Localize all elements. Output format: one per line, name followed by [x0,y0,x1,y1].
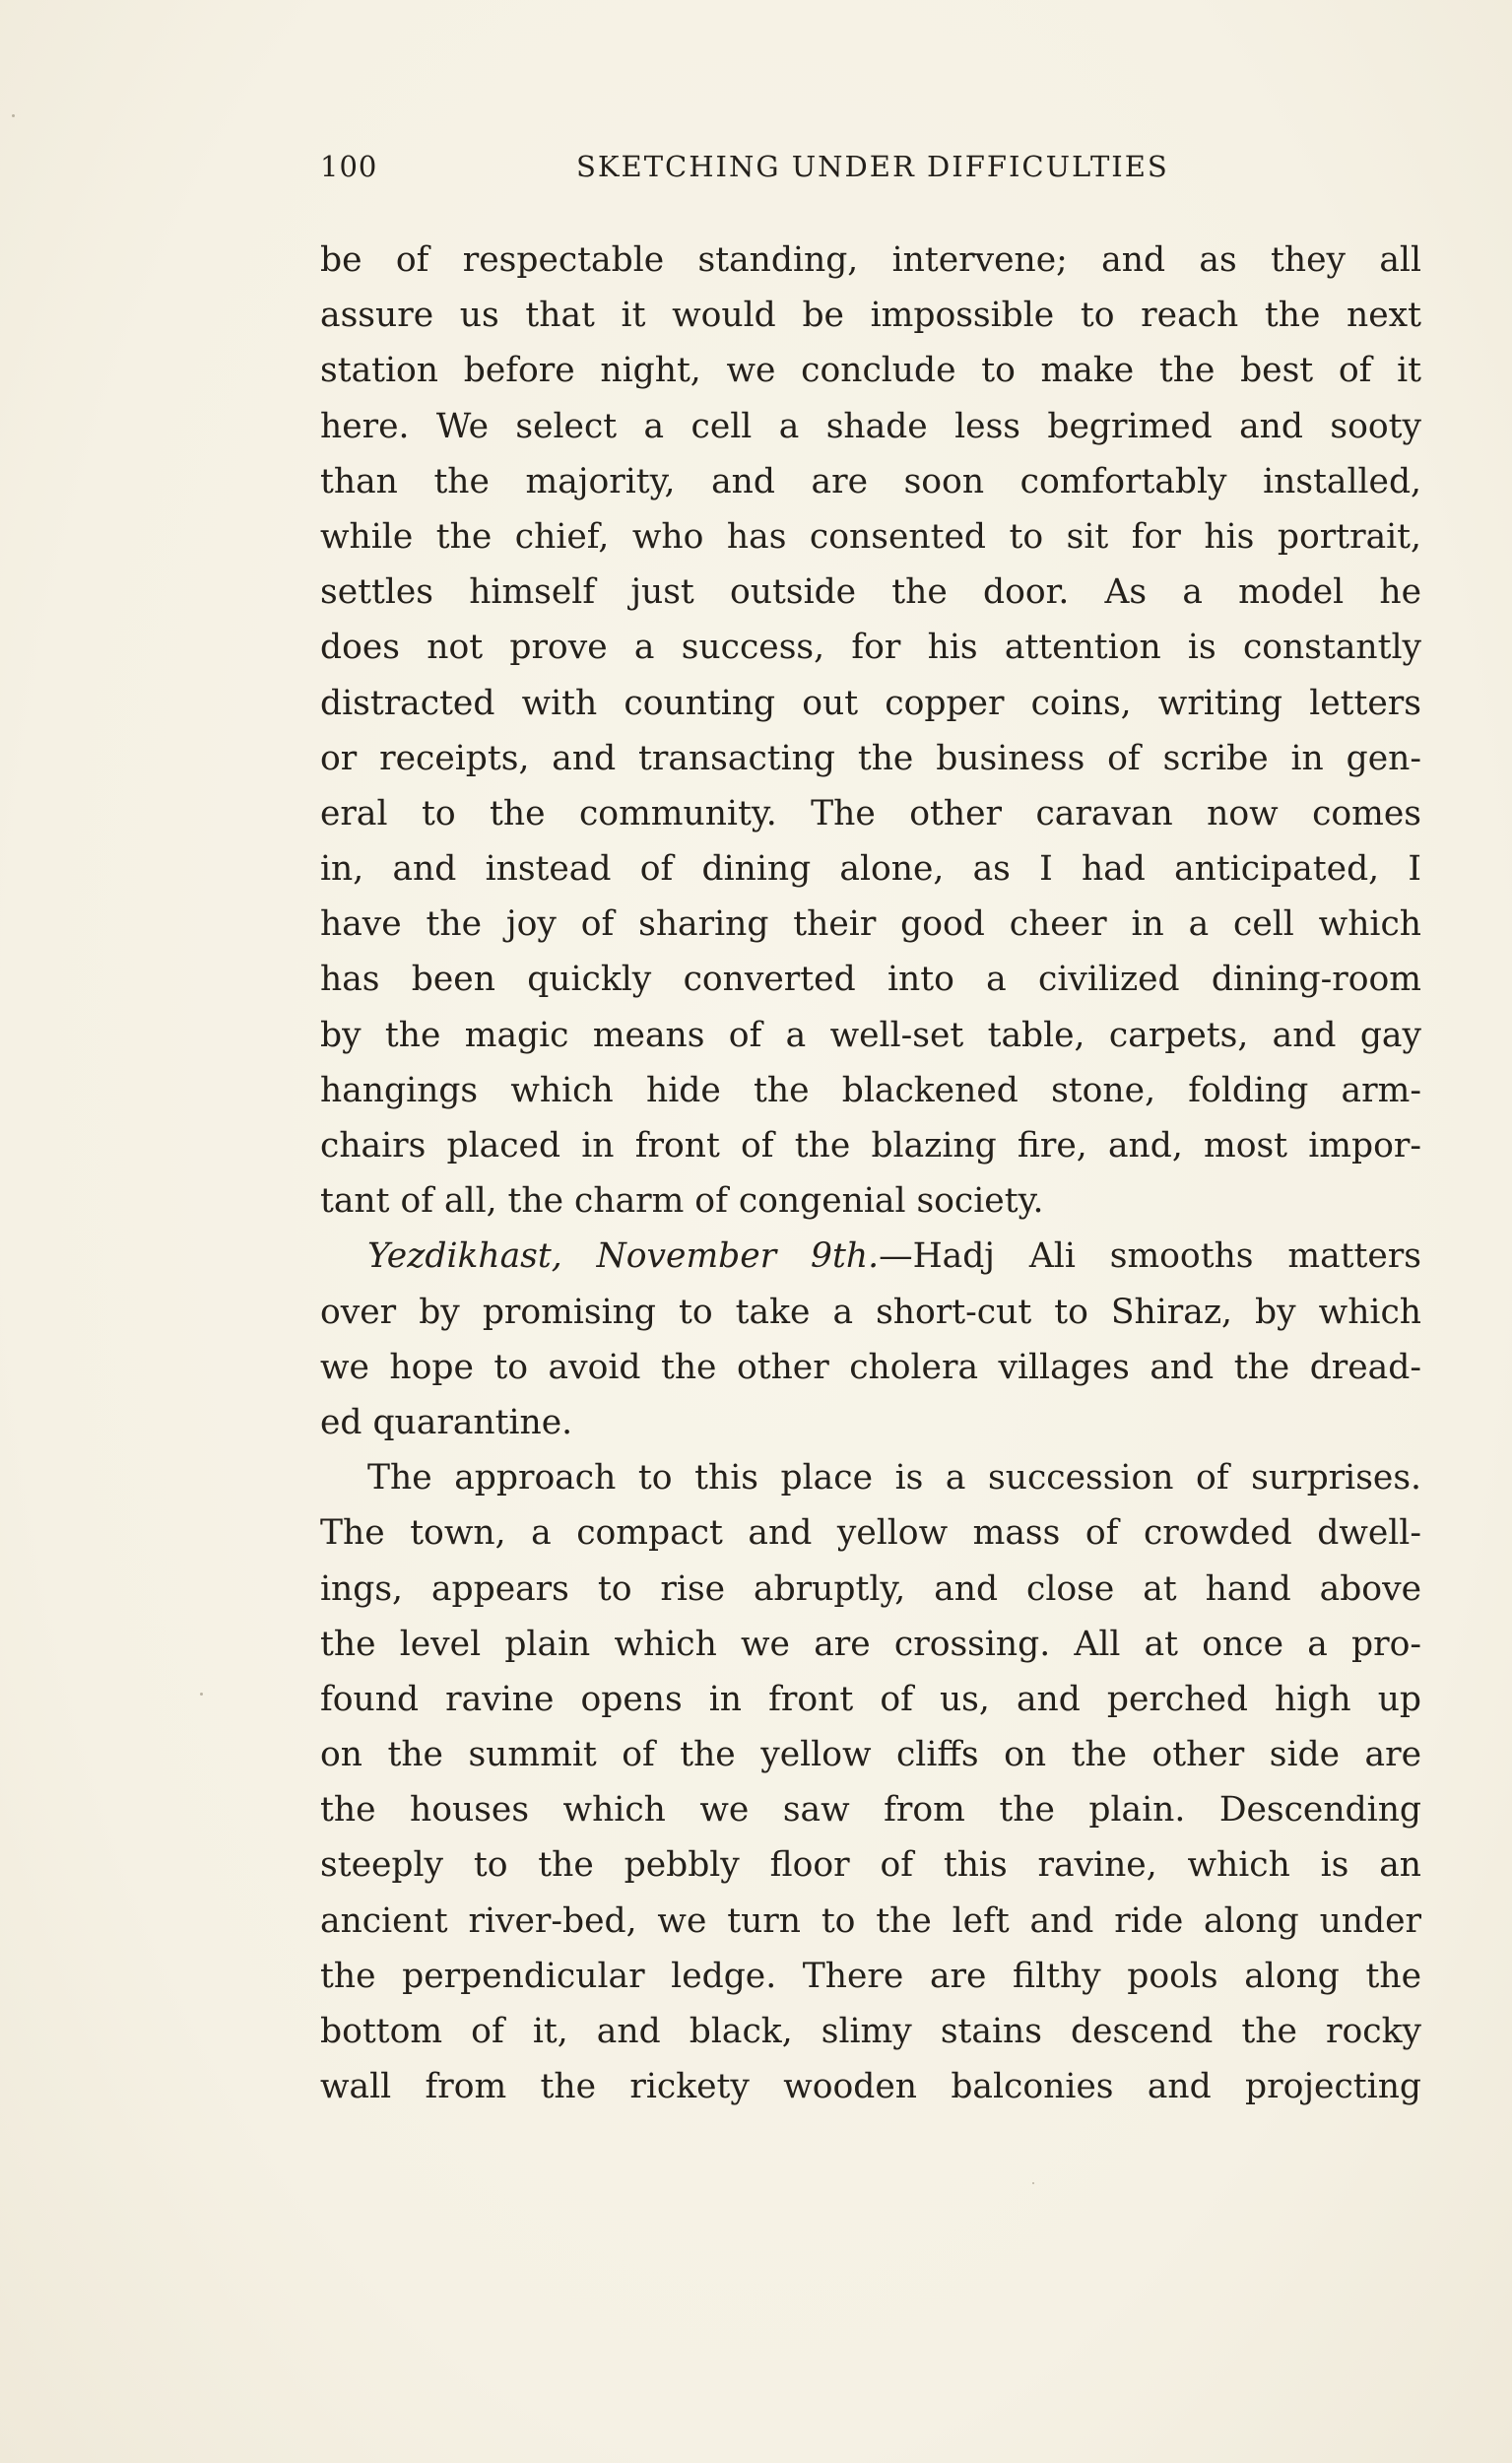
text-line [320,1617,1421,1672]
text-line [320,1118,1421,1173]
line-text: does not prove a success, for his attention is constantly [320,628,1421,668]
text-line [320,1229,1421,1284]
paper-speck [1032,2182,1034,2184]
text-line [320,676,1421,731]
text-line [320,731,1421,786]
line-text: have the joy of sharing their good cheer in a cell which [320,904,1421,945]
text-line [320,1782,1421,1837]
text-line [320,1894,1421,1949]
text-line [320,897,1421,952]
paper-speck [200,1693,203,1696]
line-text: by the magic means of a well-set table, carpets, and gay [320,1015,1421,1055]
text-line [320,509,1421,565]
line-text: ancient river-bed, we turn to the left and ride along under [320,1900,1421,1941]
body-text [320,233,1421,2114]
text-line [320,841,1421,897]
line-text: hangings which hide the blackened stone, folding arm- [320,1070,1421,1110]
text-line [320,1837,1421,1893]
text-line [320,565,1421,620]
text-line [320,343,1421,398]
text-line [320,1285,1421,1340]
text-line [320,2004,1421,2059]
text-line [320,620,1421,675]
line-text: The town, a compact and yellow mass of crowded dwell- [320,1513,1421,1554]
text-line [320,1008,1421,1063]
text-line [320,399,1421,454]
text-line [320,1727,1421,1782]
line-text: eral to the community. The other caravan now comes [320,793,1421,833]
line-text: ed quarantine. [320,1402,573,1442]
line-text: in, and instead of dining alone, as I had anticipated, I [320,849,1421,890]
line-text: found ravine opens in front of us, and perched high up [320,1679,1421,1719]
text-line [320,786,1421,841]
line-text: or receipts, and transacting the business of scribe in gen- [320,738,1421,778]
line-text: bottom of it, and black, slimy stains descend the rocky [320,2012,1421,2051]
text-line [320,1395,1421,1450]
line-text: tant of all, the charm of congenial society. [320,1181,1044,1222]
text-line [320,1562,1421,1617]
text-line [320,1063,1421,1118]
text-line [320,952,1421,1007]
line-text: the level plain which we are crossing. All at once a pro- [320,1624,1421,1664]
line-text: has been quickly converted into a civilized dining-room [320,960,1421,1000]
line-text: the houses which we saw from the plain. Descending [320,1790,1421,1831]
line-text: the perpendicular ledge. There are filthy pools along the [320,1956,1421,1996]
line-text: chairs placed in front of the blazing fire, and, most impor- [320,1126,1421,1165]
running-title: SKETCHING UNDER DIFFICULTIES [576,150,1169,183]
line-text: than the majority, and are soon comfortably installed, [320,461,1421,501]
line-text: station before night, we conclude to make the best of it [320,351,1421,391]
text-line [320,454,1421,509]
paper-speck [12,114,15,117]
dateline: Yezdikhast, November 9th. [367,1236,880,1277]
line-text: assure us that it would be impossible to reach the next [320,296,1421,336]
line-text: over by promising to take a short-cut to Shiraz, by which [320,1292,1421,1332]
line-text: ings, appears to rise abruptly, and close at hand above [320,1568,1421,1609]
line-text: we hope to avoid the other cholera villages and the dread- [320,1347,1421,1387]
line-text: while the chief, who has consented to sit for his portrait, [320,516,1421,557]
text-line [320,1505,1421,1561]
line-text: settles himself just outside the door. As a model he [320,572,1421,613]
page-number: 100 [320,150,378,183]
line-text: wall from the rickety wooden balconies and projecting [320,2067,1421,2107]
text-line [320,1450,1421,1505]
text-line [320,1949,1421,2004]
line-text: The approach to this place is a succession of surprises. [367,1458,1421,1498]
text-line [320,233,1421,288]
line-text: steeply to the pebbly floor of this ravine, which is an [320,1845,1421,1886]
line-text: distracted with counting out copper coins, writing letters [320,683,1421,723]
line-text: on the summit of the yellow cliffs on the other side are [320,1735,1421,1775]
text-line [320,1173,1421,1229]
text-line [320,1340,1421,1395]
line-text: —Hadj Ali smooths matters [879,1236,1421,1277]
running-head [320,150,1169,189]
text-line [320,2059,1421,2114]
line-text: here. We select a cell a shade less begrimed and sooty [320,406,1421,446]
line-text: be of respectable standing, intervene; and as they all [320,240,1421,280]
text-line [320,1672,1421,1727]
text-line [320,288,1421,343]
